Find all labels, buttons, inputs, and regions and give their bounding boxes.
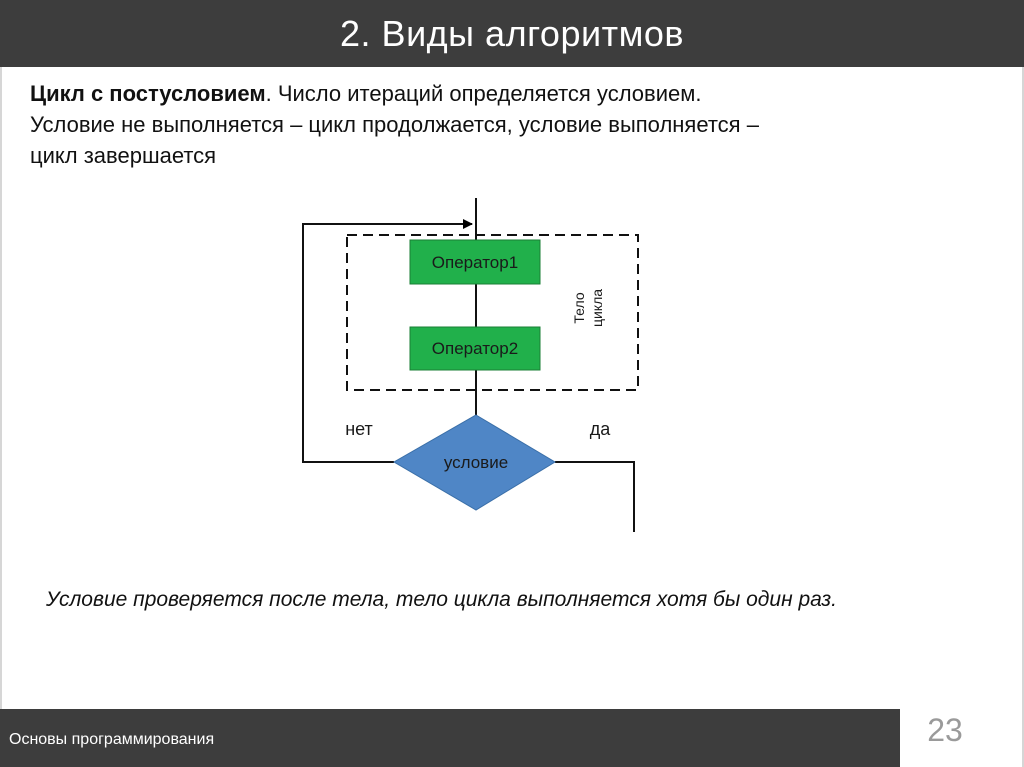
slide-title: 2. Виды алгоритмов <box>340 12 684 54</box>
intro-line-1-rest: . Число итераций определяется условием. <box>265 81 702 106</box>
no-branch-label: нет <box>345 419 373 439</box>
condition-label: условие <box>443 453 509 472</box>
exit-line <box>555 462 634 532</box>
operator2-label: Оператор2 <box>431 339 519 358</box>
footer-course: Основы программирования <box>9 731 215 748</box>
note-text: Условие проверяется после тела, тело цикла выполняется хотя бы один раз. <box>46 588 837 611</box>
intro-line-2: Условие не выполняется – цикл продолжается, условие выполняется – <box>30 112 759 137</box>
yes-branch-label: да <box>589 419 611 439</box>
body-label-line1: Тело <box>571 292 587 324</box>
intro-line-3: цикл завершается <box>30 143 217 168</box>
body-label-line2: цикла <box>589 288 605 328</box>
operator1-label: Оператор1 <box>431 253 519 272</box>
page-number: 23 <box>927 712 963 748</box>
intro-term: Цикл с постусловием <box>30 81 266 106</box>
